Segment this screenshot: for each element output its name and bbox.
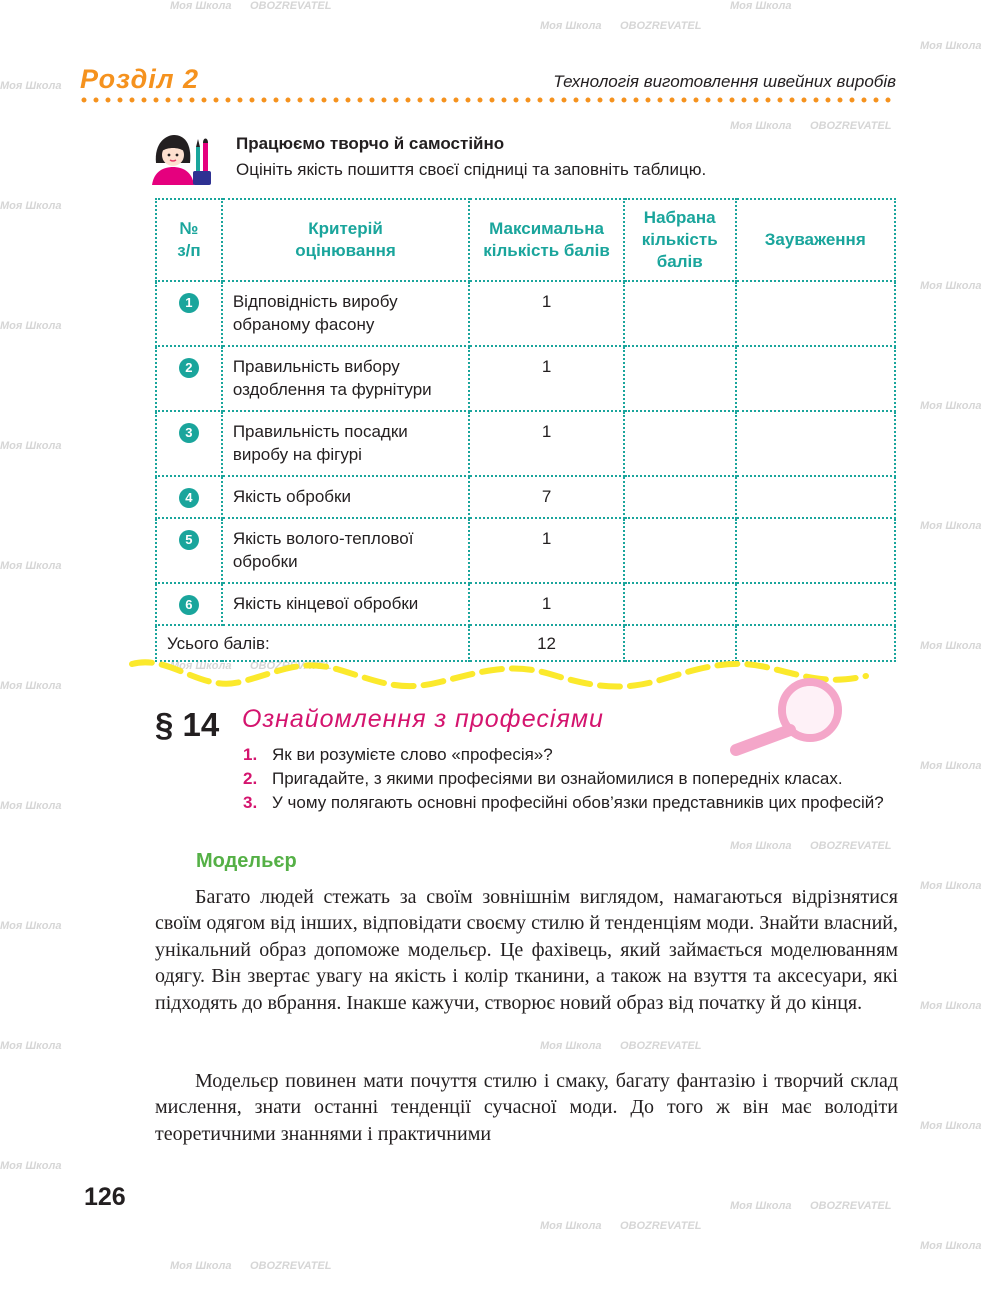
watermark-text: Моя Школа: [170, 1260, 232, 1272]
scored-points-cell[interactable]: [624, 346, 736, 411]
watermark-text: OBOZREVATEL: [810, 120, 892, 132]
paragraph-title: Ознайомлення з професіями: [242, 705, 604, 733]
criterion-cell: Якість кінцевої обробки: [222, 583, 469, 625]
remarks-cell[interactable]: [736, 281, 895, 346]
scored-points-cell[interactable]: [624, 476, 736, 518]
task-instruction: Оцініть якість пошиття своєї спідниці та заповніть таблицю.: [236, 160, 707, 179]
max-points-cell: 1: [469, 518, 624, 583]
table-row: [156, 476, 895, 518]
watermark-text: Моя Школа: [730, 840, 792, 852]
watermark-text: OBOZREVATEL: [250, 0, 332, 12]
remarks-cell[interactable]: [736, 346, 895, 411]
table-row: [156, 281, 895, 346]
question-text: Як ви розумієте слово «професія»?: [272, 745, 553, 764]
watermark-text: Моя Школа: [920, 520, 981, 532]
criterion-cell: Якість волого-теплової обробки: [222, 518, 469, 583]
watermark-text: OBOZREVATEL: [810, 1200, 892, 1212]
section-title: Модельєр: [196, 850, 297, 872]
scored-points-cell[interactable]: [624, 583, 736, 625]
watermark-text: Моя Школа: [730, 1200, 792, 1212]
question-number: 1.: [243, 745, 258, 764]
watermark-text: Моя Школа: [920, 1120, 981, 1132]
remarks-cell[interactable]: [736, 476, 895, 518]
watermark-text: Моя Школа: [170, 0, 232, 12]
max-points-cell: 1: [469, 411, 624, 476]
max-points-cell: 1: [469, 346, 624, 411]
watermark-text: Моя Школа: [730, 0, 792, 12]
watermark-text: Моя Школа: [0, 920, 62, 932]
review-questions: [243, 743, 903, 815]
watermark-text: Моя Школа: [540, 1040, 602, 1052]
max-points-cell: 1: [469, 583, 624, 625]
watermark-text: Моя Школа: [920, 880, 981, 892]
question-number: 2.: [243, 769, 258, 788]
watermark-text: Моя Школа: [540, 20, 602, 32]
watermark-text: Моя Школа: [0, 320, 62, 332]
row-number-badge: 5: [179, 530, 199, 550]
header-dotted-rule: [80, 96, 898, 104]
watermark-text: Моя Школа: [0, 80, 62, 92]
watermark-text: Моя Школа: [0, 1160, 62, 1172]
table-row: [156, 346, 895, 411]
watermark-text: OBOZREVATEL: [620, 1220, 702, 1232]
total-value: 12: [469, 625, 624, 661]
scored-points-cell[interactable]: [624, 518, 736, 583]
total-label: Усього балів:: [156, 625, 469, 661]
list-item: [243, 767, 903, 791]
body-paragraph: Багато людей стежать за своїм зовнішнім виглядом, намагаються відрізнятися своїм одягом від інших, відповідати своєму стилю й тенденціям моди. Знайти власний, унікальний образ допоможе модельєр. Це фахівець, який займається моделюванням одягу. Він звертає увагу на якість і колір тканини, а також на взуття та аксесуари, які підходять до вбрання. Інакше кажучи, створює новий образ від початку й до кінця.: [155, 886, 898, 1014]
watermark-text: Моя Школа: [0, 800, 62, 812]
watermark-text: Моя Школа: [0, 440, 62, 452]
question-text: У чому полягають основні професійні обов’язки представників цих професій?: [272, 793, 884, 812]
column-header-max-points: Максимальна кількість балів: [469, 199, 624, 281]
scored-points-cell[interactable]: [624, 281, 736, 346]
row-number-badge: 4: [179, 488, 199, 508]
watermark-text: OBOZREVATEL: [250, 1260, 332, 1272]
watermark-text: OBOZREVATEL: [810, 840, 892, 852]
remarks-cell[interactable]: [736, 411, 895, 476]
row-number-badge: 6: [179, 595, 199, 615]
remarks-cell[interactable]: [736, 518, 895, 583]
watermark-text: Моя Школа: [920, 1000, 981, 1012]
running-header-title: Технологія виготовлення швейних виробів: [553, 72, 896, 91]
max-points-cell: 1: [469, 281, 624, 346]
scored-points-cell[interactable]: [624, 411, 736, 476]
question-number: 3.: [243, 793, 258, 812]
table-header-row: [156, 199, 895, 281]
watermark-text: Моя Школа: [0, 680, 62, 692]
criterion-cell: Правильність посадки виробу на фігурі: [222, 411, 469, 476]
column-header-number: № з/п: [156, 199, 222, 281]
watermark-text: Моя Школа: [0, 200, 62, 212]
criterion-cell: Відповідність виробу обраному фасону: [222, 281, 469, 346]
column-header-criterion: Критерій оцінювання: [222, 199, 469, 281]
watermark-text: Моя Школа: [920, 760, 981, 772]
criterion-cell: Якість обробки: [222, 476, 469, 518]
remarks-cell[interactable]: [736, 583, 895, 625]
criterion-cell: Правильність вибору оздоблення та фурнітури: [222, 346, 469, 411]
chapter-label: Розділ 2: [80, 64, 200, 94]
watermark-text: OBOZREVATEL: [620, 1040, 702, 1052]
question-text: Пригадайте, з якими професіями ви ознайомилися в попередніх класах.: [272, 769, 843, 788]
watermark-text: OBOZREVATEL: [250, 660, 332, 672]
watermark-text: Моя Школа: [730, 120, 792, 132]
evaluation-table: [155, 198, 896, 662]
watermark-text: Моя Школа: [0, 560, 62, 572]
watermark-text: Моя Школа: [0, 1040, 62, 1052]
list-item: [243, 743, 903, 767]
watermark-text: Моя Школа: [920, 640, 981, 652]
list-item: [243, 791, 903, 815]
column-header-remarks: Зауваження: [736, 199, 895, 281]
paragraph-number: § 14: [155, 706, 220, 743]
watermark-text: Моя Школа: [170, 660, 232, 672]
row-number-badge: 3: [179, 423, 199, 443]
row-number-badge: 1: [179, 293, 199, 313]
watermark-text: OBOZREVATEL: [620, 20, 702, 32]
watermark-text: Моя Школа: [920, 280, 981, 292]
watermark-text: Моя Школа: [920, 1240, 981, 1252]
column-header-scored-points: Набрана кількість балів: [624, 199, 736, 281]
table-row: [156, 518, 895, 583]
max-points-cell: 7: [469, 476, 624, 518]
student-artist-icon: [150, 133, 216, 185]
task-heading: Працюємо творчо й самостійно: [236, 134, 505, 153]
watermark-text: Моя Школа: [540, 1220, 602, 1232]
body-paragraph: Модельєр повинен мати почуття стилю і смаку, багату фантазію і творчий склад мислення, знати останні тенденції сучасної моди. До того ж він має володіти теоретичними знаннями і практичними: [155, 1070, 898, 1145]
table-row: [156, 583, 895, 625]
watermark-text: Моя Школа: [920, 400, 981, 412]
watermark-text: Моя Школа: [920, 40, 981, 52]
page-number: 126: [84, 1183, 126, 1211]
table-row: [156, 411, 895, 476]
row-number-badge: 2: [179, 358, 199, 378]
